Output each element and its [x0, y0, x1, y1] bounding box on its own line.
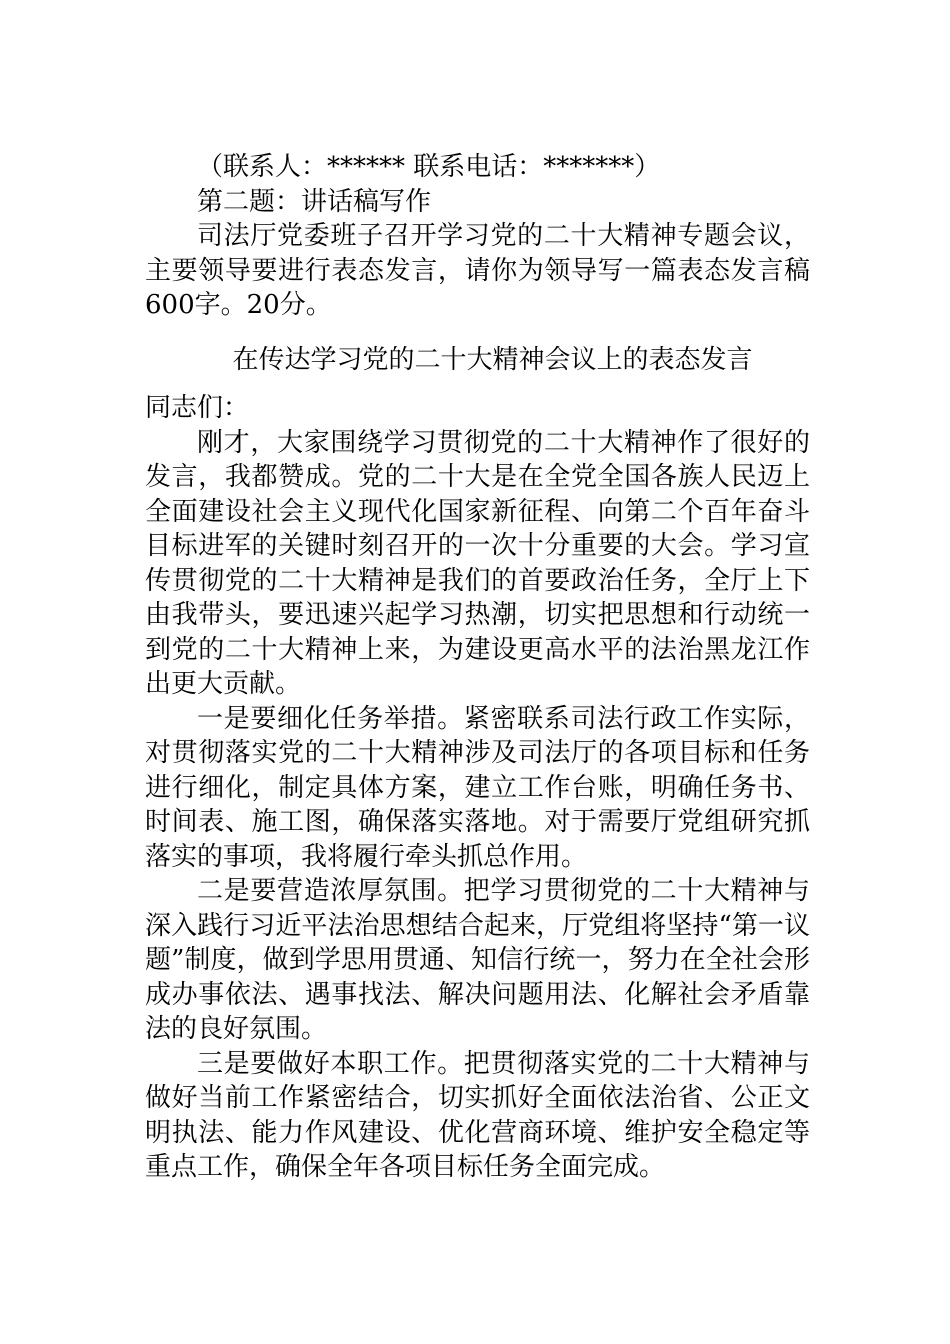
body-paragraph: 三是要做好本职工作。把贯彻落实党的二十大精神与做好当前工作紧密结合，切实抓好全面依法治省、公正文明执法、能力作风建设、优化营商环境、维护安全稳定等重点工作，确保全年各项目标任务全面完成。: [145, 1048, 810, 1182]
body-paragraph: 一是要细化任务举措。紧密联系司法行政工作实际，对贯彻落实党的二十大精神涉及司法厅的各项目标和任务进行细化，制定具体方案，建立工作台账，明确任务书、时间表、施工图，确保落实落地。对于需要厅党组研究抓落实的事项，我将履行牵头抓总作用。: [145, 703, 810, 872]
body-paragraph: 二是要营造浓厚氛围。把学习贯彻党的二十大精神与深入践行习近平法治思想结合起来，厅党组将坚持“第一议题”制度，做到学思用贯通、知信行统一，努力在全社会形成办事依法、遇事找法、解决问题用法、化解社会矛盾靠法的良好氛围。: [145, 876, 810, 1044]
question-label: 第二题：讲话稿写作: [197, 186, 432, 217]
salutation: 同志们：: [145, 393, 250, 423]
contact-line: （联系人：****** 联系电话：*******）: [197, 152, 661, 182]
speech-title: 在传达学习党的二十大精神会议上的表态发言: [232, 344, 753, 375]
question-prompt: 司法厅党委班子召开学习党的二十大精神专题会议，主要领导要进行表态发言，请你为领导写一篇表态发言稿600字。20分。: [145, 221, 810, 320]
document-content: [145, 150, 810, 1185]
body-paragraph: 刚才，大家围绕学习贯彻党的二十大精神作了很好的发言，我都赞成。党的二十大是在全党全国各族人民迈上全面建设社会主义现代化国家新征程、向第二个百年奋斗目标进军的关键时刻召开的一次十分重要的大会。学习宣传贯彻党的二十大精神是我们的首要政治任务，全厅上下由我带头，要迅速兴起学习热潮，切实把思想和行动统一到党的二十大精神上来，为建设更高水平的法治黑龙江作出更大贡献。: [145, 427, 810, 699]
